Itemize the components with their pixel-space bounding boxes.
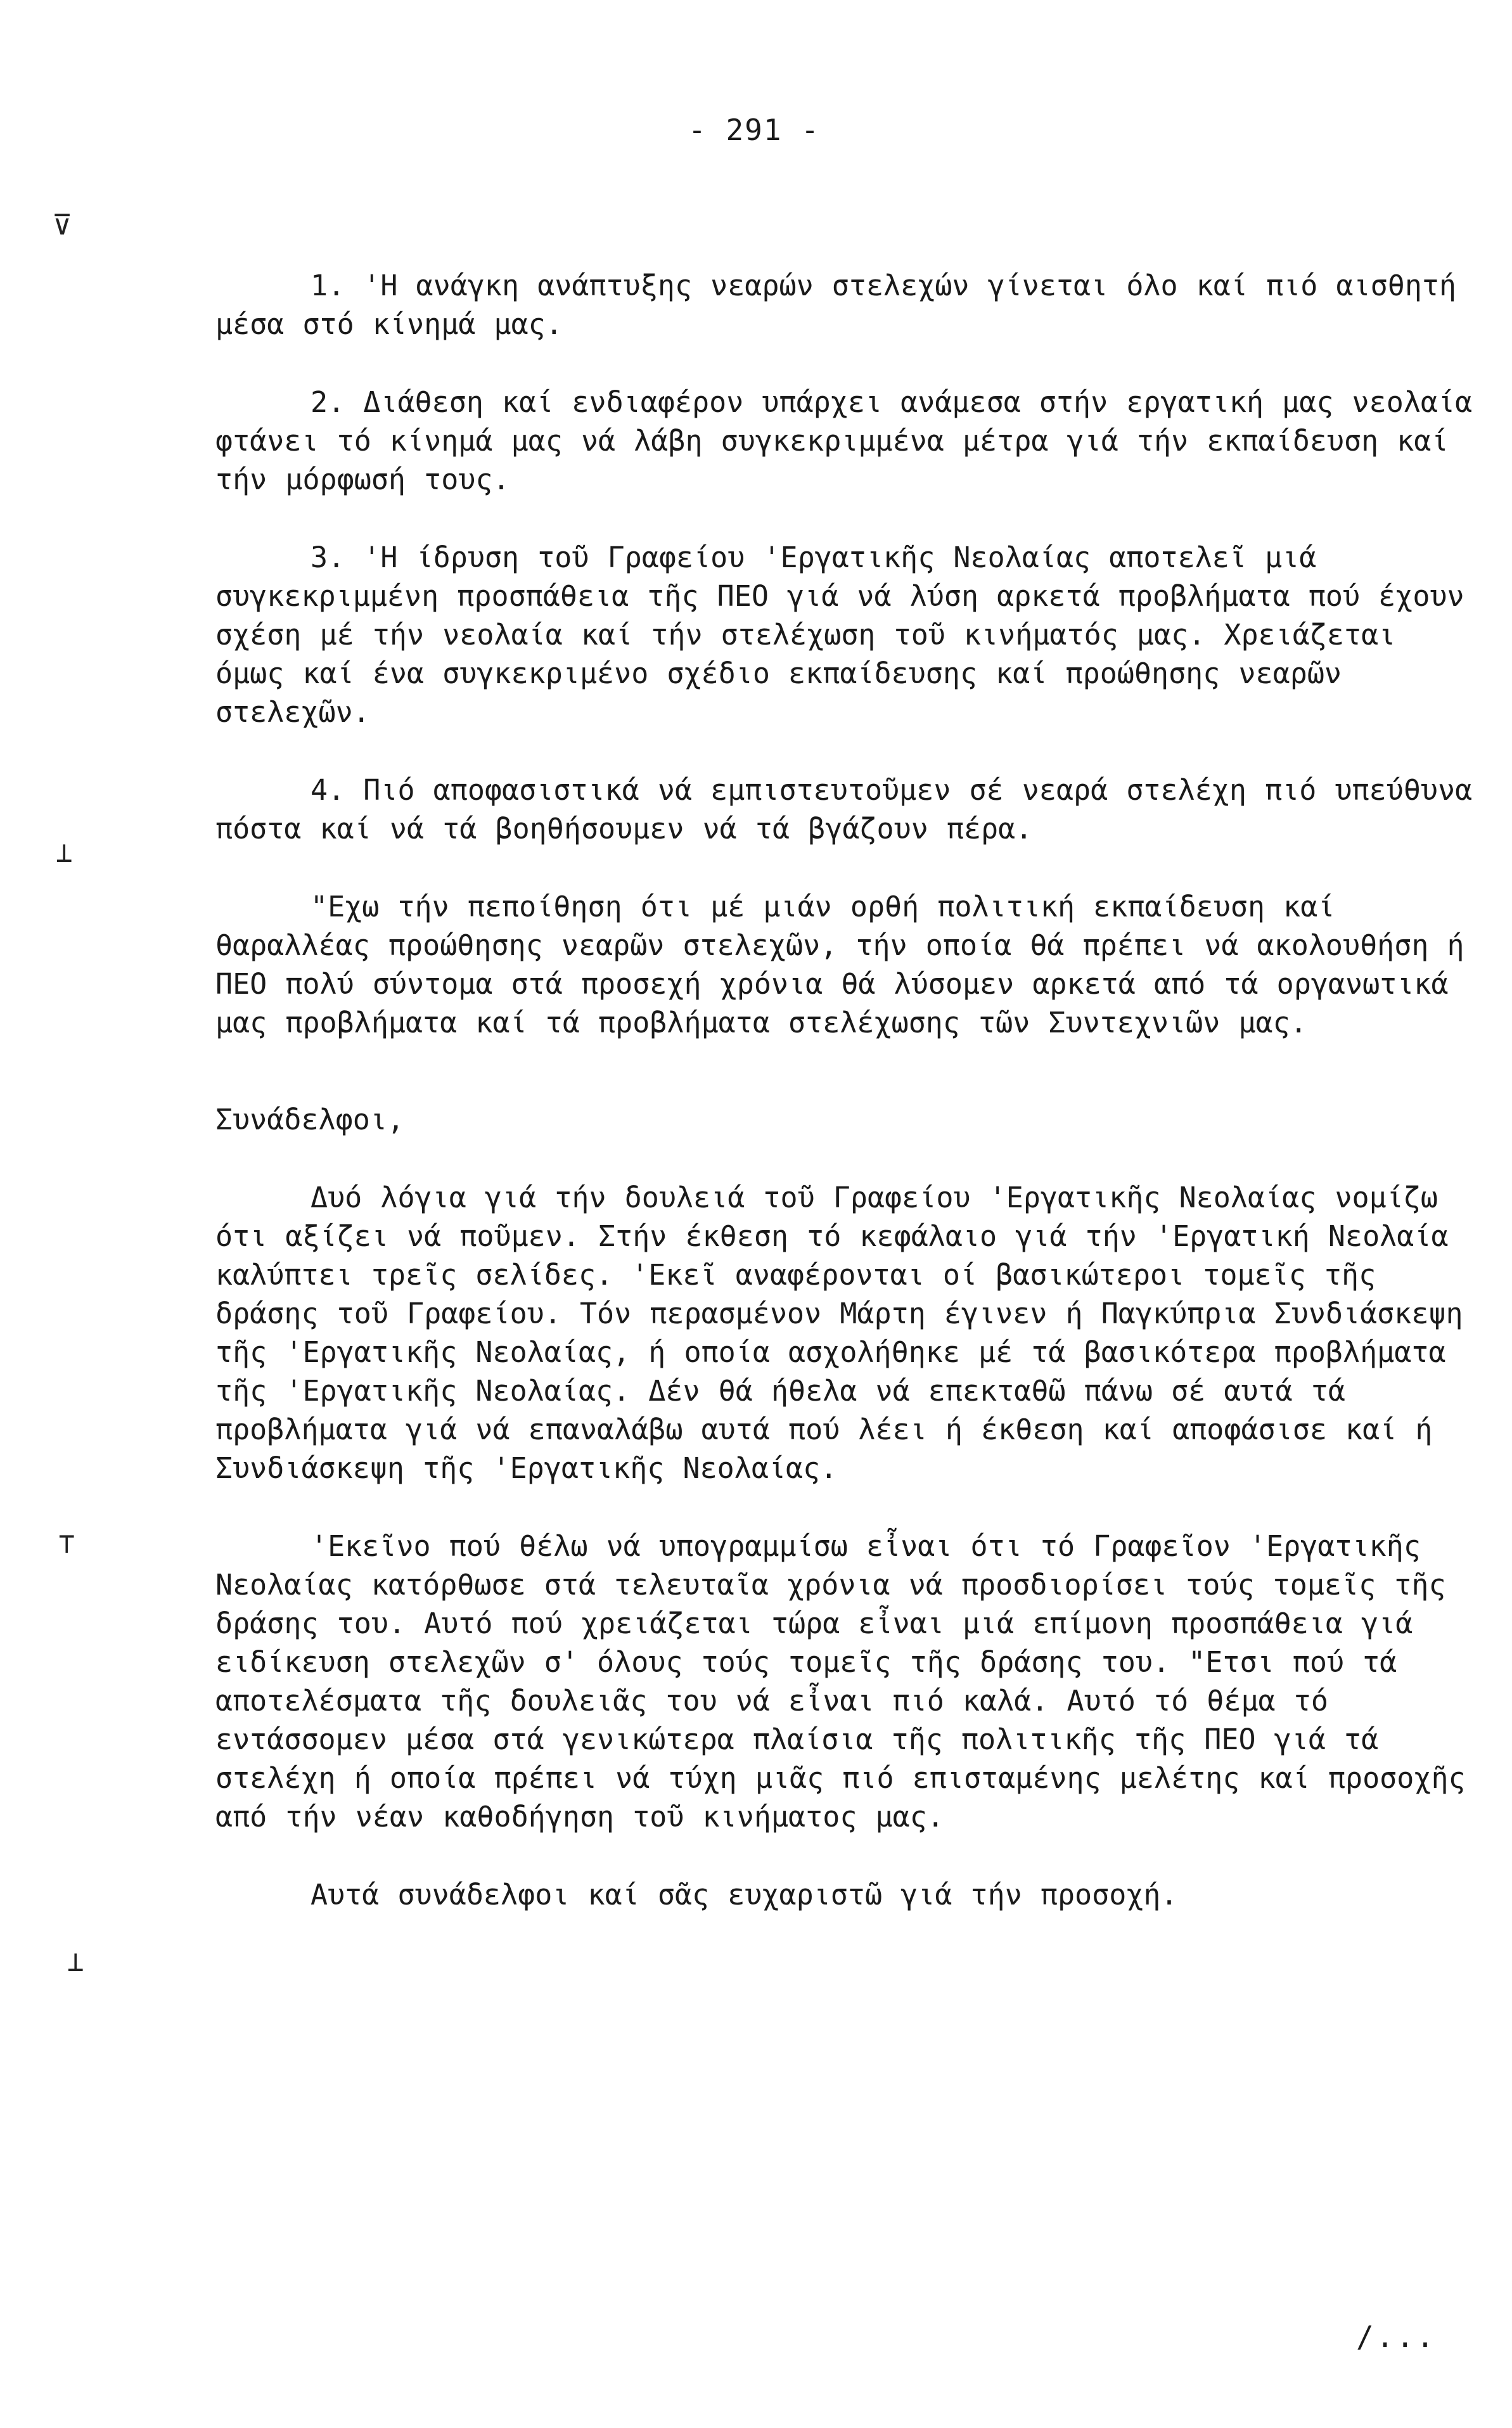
margin-mark-icon: ⊽	[52, 209, 73, 241]
point-3: 3. 'Η ίδρυση τοῦ Γραφείου 'Εργατικῆς Νεολαίας αποτελεῖ μιά συγκεκριμμένη προσπάθεια τῆς ΠΕΟ γιά νά λύση αρκετά προβλήματα πού έχουν σχέση μέ τήν νεολαία καί τήν στελέχωση τοῦ κινήματός μας. Χρειάζεται όμως καί ένα συγκεκριμένο σχέδιο εκπαίδευσης καί προώθησης νεαρῶν στελεχῶν.	[215, 541, 1464, 729]
continuation-mark: /...	[1356, 2320, 1437, 2354]
document-body	[215, 266, 1477, 1914]
point-1: 1. 'Η ανάγκη ανάπτυξης νεαρών στελεχών γίνεται όλο καί πιό αισθητή μέσα στό κίνημά μας.	[215, 269, 1457, 341]
page-number: - 291 -	[688, 113, 820, 147]
emphasis-paragraph: 'Εκεῖνο πού θέλω νά υπογραμμίσω εἶναι ότι τό Γραφεῖον 'Εργατικῆς Νεολαίας κατόρθωσε στά τελευταῖα χρόνια νά προσδιορίσει τούς τομεῖς τῆς δράσης του. Αυτό πού χρειάζεται τώρα εἶναι μιά επίμονη προσπάθεια γιά ειδίκευση στελεχῶν σ' όλους τούς τομεῖς τῆς δράσης του. "Ετσι πού τά αποτελέσματα τῆς δουλειᾶς του νά εἶναι πιό καλά. Αυτό τό θέμα τό εντάσσομεν μέσα στά γενικώτερα πλαίσια τῆς πολιτικῆς τῆς ΠΕΟ γιά τά στελέχη ή οποία πρέπει νά τύχη μιᾶς πιό επισταμένης μελέτης καί προσοχῆς από τήν νέαν καθοδήγηση τοῦ κινήματος μας.	[215, 1529, 1466, 1834]
point-4: 4. Πιό αποφασιστικά νά εμπιστευτοῦμεν σέ νεαρά στελέχη πιό υπεύθυνα πόστα καί νά τά βοηθήσουμεν νά τά βγάζουν πέρα.	[215, 773, 1473, 845]
salutation: Συνάδελφοι,	[215, 1103, 405, 1136]
margin-mark-icon: ⊥	[67, 1946, 84, 1978]
point-2: 2. Διάθεση καί ενδιαφέρον υπάρχει ανάμεσα στήν εργατική μας νεολαία φτάνει τό κίνημά μας νά λάβη συγκεκριμμένα μέτρα γιά τήν εκπαίδευση καί τήν μόρφωσή τους.	[215, 385, 1473, 496]
thanks-paragraph: Αυτά συνάδελφοι καί σᾶς ευχαριστῶ γιά τήν προσοχή.	[311, 1878, 1178, 1911]
margin-mark-icon: ⊥	[56, 837, 73, 869]
youth-office-paragraph: Δυό λόγια γιά τήν δουλειά τοῦ Γραφείου 'Εργατικῆς Νεολαίας νομίζω ότι αξίζει νά ποῦμεν. Στήν έκθεση τό κεφάλαιο γιά τήν 'Εργατική Νεολαία καλύπτει τρεῖς σελίδες. 'Εκεῖ αναφέρονται οί βασικώτεροι τομεῖς τῆς δράσης τοῦ Γραφείου. Τόν περασμένον Μάρτη έγινεν ή Παγκύπρια Συνδιάσκεψη τῆς 'Εργατικῆς Νεολαίας, ή οποία ασχολήθηκε μέ τά βασικότερα προβλήματα τῆς 'Εργατικῆς Νεολαίας. Δέν θά ήθελα νά επεκταθῶ πάνω σέ αυτά τά προβλήματα γιά νά επαναλάβω αυτά πού λέει ή έκθεση καί αποφάσισε καί ή Συνδιάσκεψη τῆς 'Εργατικῆς Νεολαίας.	[215, 1181, 1463, 1485]
margin-mark-icon: ⊤	[58, 1527, 75, 1560]
conviction-paragraph: "Εχω τήν πεποίθηση ότι μέ μιάν ορθή πολιτική εκπαίδευση καί θαραλλέας προώθησης νεαρῶν στελεχῶν, τήν οποία θά πρέπει νά ακολουθήση ή ΠΕΟ πολύ σύντομα στά προσεχή χρόνια θά λύσομεν αρκετά από τά οργανωτικά μας προβλήματα καί τά προβλήματα στελέχωσης τῶν Συντεχνιῶν μας.	[215, 890, 1464, 1039]
